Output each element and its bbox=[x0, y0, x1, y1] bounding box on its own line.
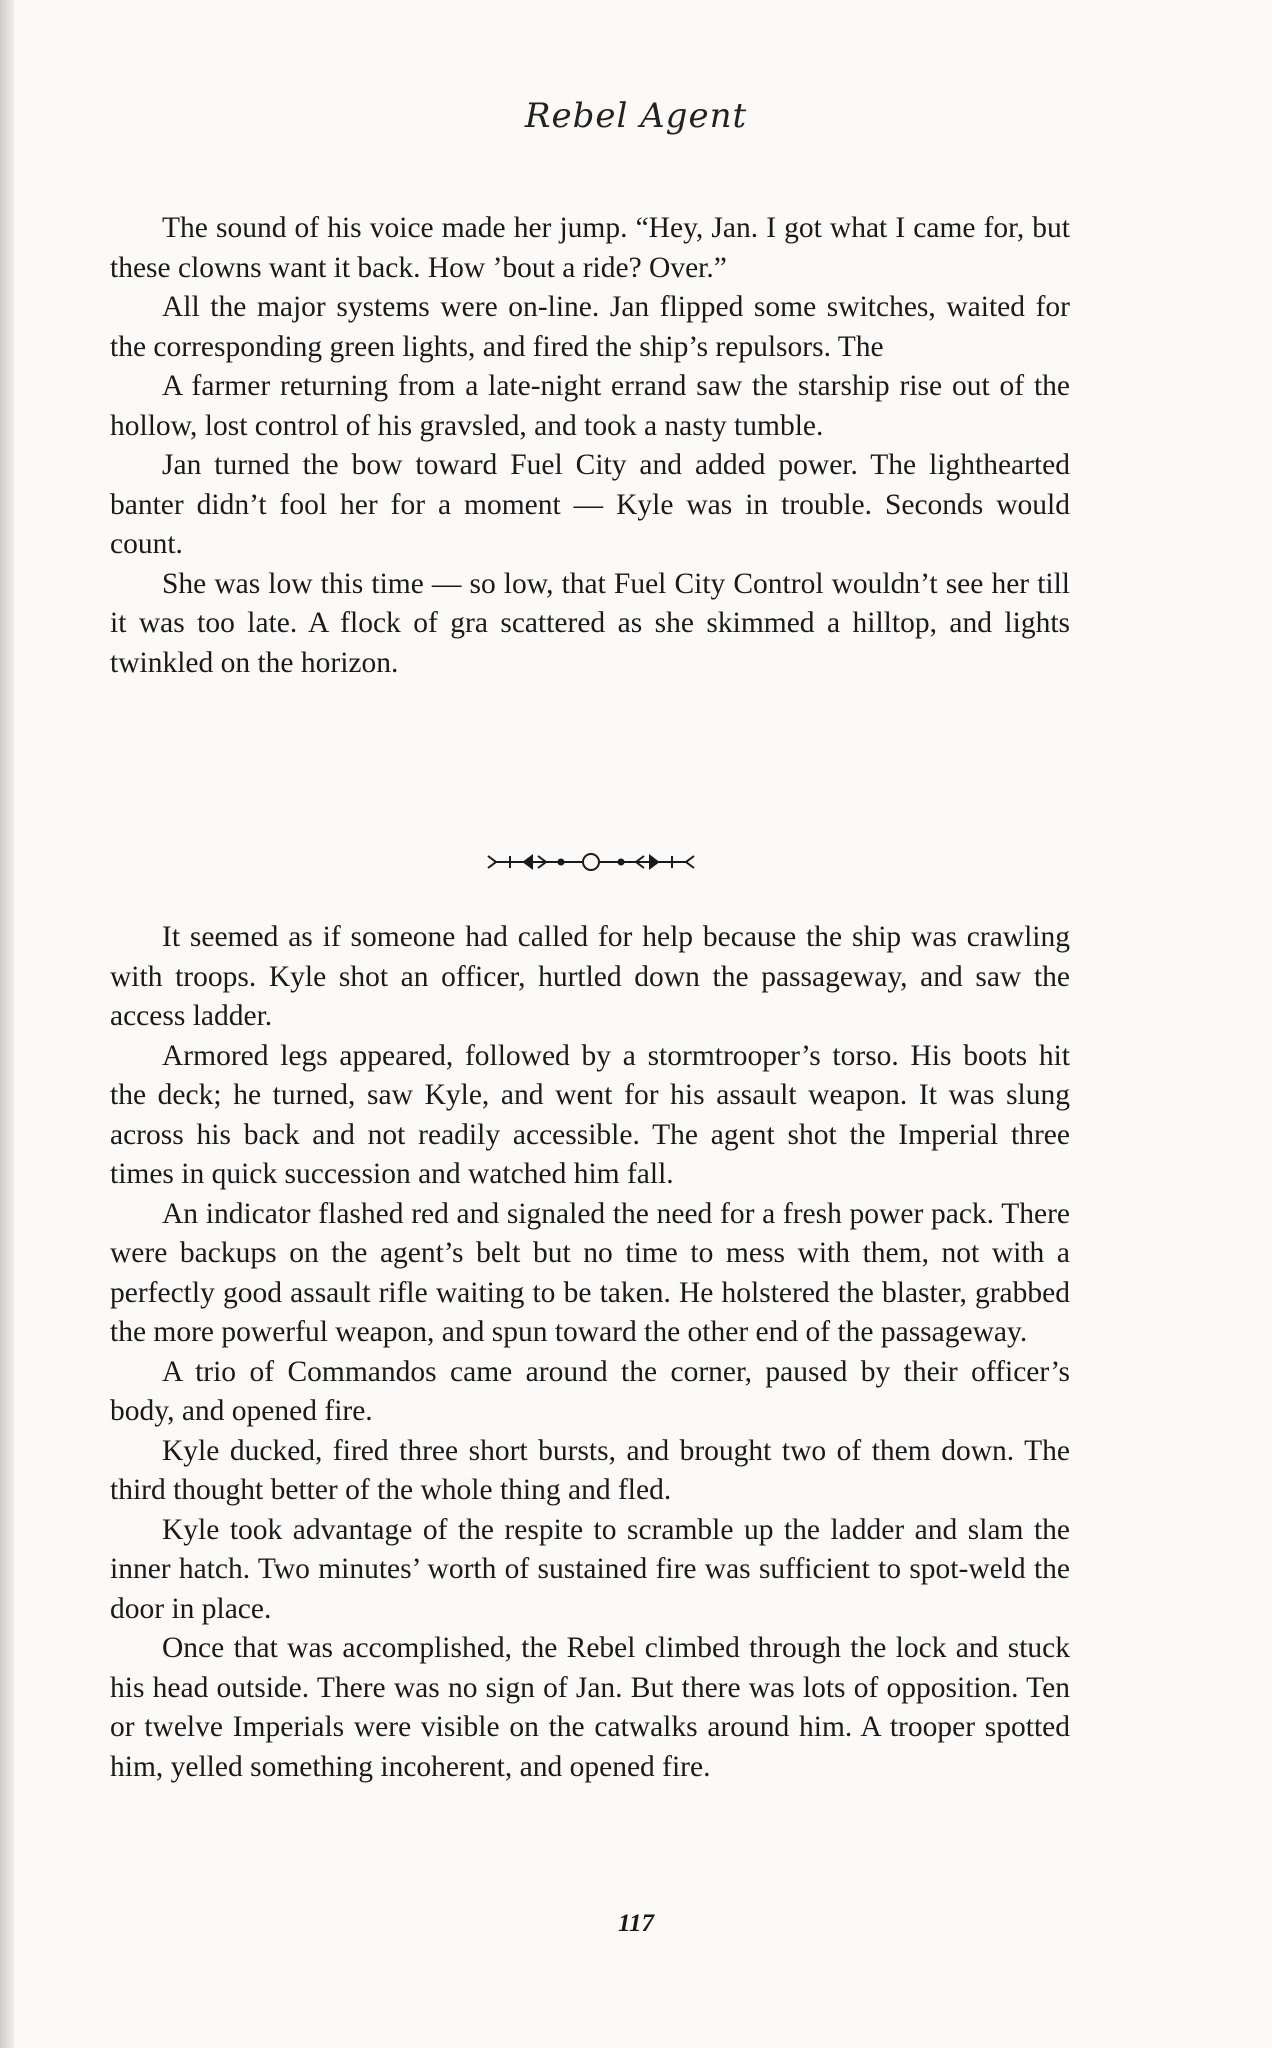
page-number: 117 bbox=[617, 1910, 655, 1937]
section-1 bbox=[110, 209, 1070, 683]
paragraph: An indicator flashed red and signaled the need for a fresh power pack. There were backups on the agent’s belt but no time to mess with them, not with a perfectly good assault rifle waiting to be taken. He holstered the blaster, grabbed the more powerful weapon, and spun toward the other end of the passageway. bbox=[110, 1197, 1070, 1348]
paragraph bbox=[110, 288, 1070, 367]
paragraph: Kyle took advantage of the respite to scramble up the ladder and slam the inner hatch. Two minutes’ worth of sustained fire was sufficient to spot-weld the door in place. bbox=[110, 1513, 1070, 1625]
page-gutter-shadow bbox=[0, 0, 14, 2048]
paragraph: Armored legs appeared, followed by a stormtrooper’s torso. His boots hit the deck; he turned, saw Kyle, and went for his assault weapon. It was slung across his back and not readily accessible. The agent shot the Imperial three times in quick succession and watched him fall. bbox=[110, 1039, 1070, 1190]
running-head: Rebel Agent bbox=[524, 96, 748, 136]
paragraph: Kyle ducked, fired three short bursts, and brought two of them down. The third thought better of the whole thing and fled. bbox=[110, 1434, 1070, 1506]
paragraph: Jan turned the bow toward Fuel City and added power. The lighthearted banter didn’t fool her for a moment — Kyle was in trouble. Seconds would count. bbox=[110, 449, 1070, 560]
paragraph: It seemed as if someone had called for help because the ship was crawling with troops. Kyle shot an officer, hurtled down the passageway, and saw the access ladder. bbox=[110, 921, 1070, 1032]
paragraph: A trio of Commandos came around the corner, paused by their officer’s body, and opened fire. bbox=[110, 1355, 1070, 1427]
section-break-ornament bbox=[486, 851, 696, 873]
paragraph: She was low this time — so low, that Fuel City Control wouldn’t see her till it was too late. A flock of gra scattered as she skimmed a hilltop, and lights twinkled on the horizon. bbox=[110, 567, 1070, 679]
paragraph-text: All the major systems were on-line. Jan flipped some switches, waited for the corresponding green lights, and fired the ship’s repulsors. The bbox=[110, 291, 1070, 363]
paragraph: The sound of his voice made her jump. “Hey, Jan. I got what I came for, but these clowns want it back. How ’bout a ride? Over.” bbox=[110, 212, 1070, 284]
paragraph: Once that was accomplished, the Rebel climbed through the lock and stuck his head outside. There was no sign of Jan. But there was lots of opposition. Ten or twelve Imperials were visible on the catwalks around him. A trooper spotted him, yelled something incoherent, and opened fire. bbox=[110, 1632, 1070, 1783]
paragraph: A farmer returning from a late-night errand saw the starship rise out of the hollow, lost control of his gravsled, and took a nasty tumble. bbox=[110, 370, 1070, 442]
section-2 bbox=[110, 918, 1070, 1787]
